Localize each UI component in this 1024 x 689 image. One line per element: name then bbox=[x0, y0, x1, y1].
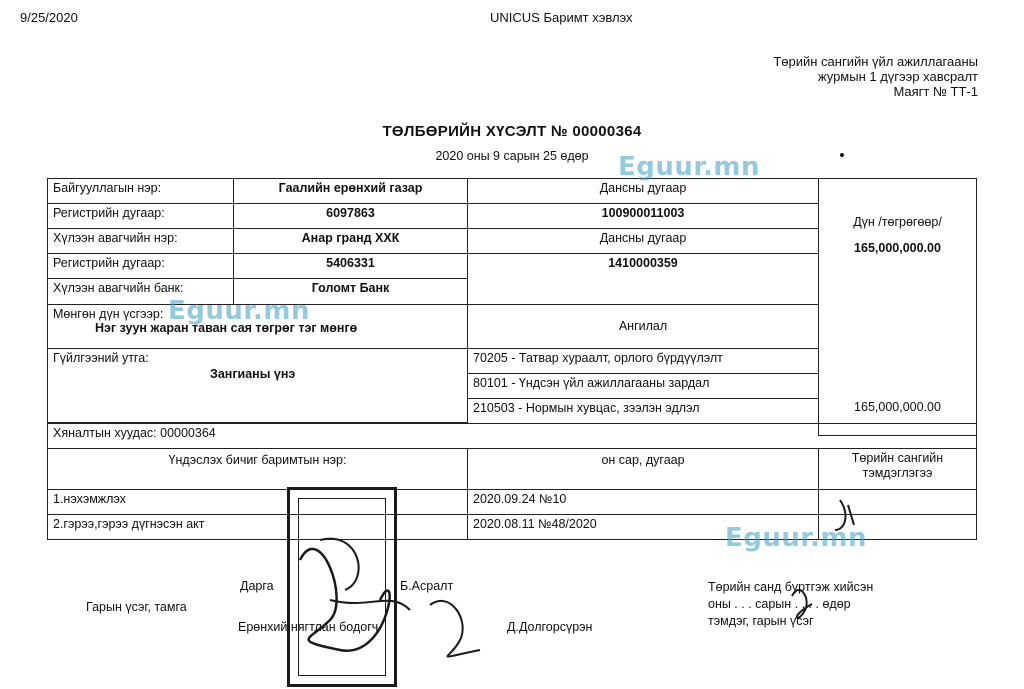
document-date-header: он сар, дугаар bbox=[467, 448, 819, 490]
treasury-registration-line-1: Төрийн санд бүртгэж хийсэн bbox=[708, 580, 874, 594]
org-value: Гаалийн ерөнхий газар bbox=[233, 178, 468, 204]
regulation-line-1: Төрийн сангийн үйл ажиллагааны bbox=[773, 54, 978, 69]
document-row-ref: 2020.09.24 №10 bbox=[467, 489, 819, 515]
registration-value-1: 6097863 bbox=[233, 203, 468, 229]
total-amount: 165,000,000.00 bbox=[854, 400, 941, 414]
bank-label: Хүлээн авагчийн банк: bbox=[47, 278, 234, 305]
print-date: 9/25/2020 bbox=[20, 10, 78, 25]
issue-date: 2020 оны 9 сарын 25 өдөр bbox=[435, 149, 589, 163]
print-source: UNICUS Баримт хэвлэх bbox=[490, 10, 633, 25]
chief-accountant-label: Ерөнхий нягтлан бодогч bbox=[238, 620, 379, 634]
document-name-header: Үндэслэх бичиг баримтын нэр: bbox=[47, 448, 468, 490]
org-label: Байгууллагын нэр: bbox=[47, 178, 234, 204]
account-label-1: Дансны дугаар bbox=[467, 178, 819, 204]
watermark: Eguur.mn bbox=[168, 296, 310, 326]
registration-value-2: 5406331 bbox=[233, 253, 468, 279]
control-sheet: Хяналтын хуудас: 00000364 bbox=[47, 423, 977, 449]
watermark: Eguur.mn bbox=[725, 523, 867, 553]
classification-label: Ангилал bbox=[467, 304, 819, 349]
treasury-mark-header-line-2: тэмдэглэгээ bbox=[862, 466, 933, 480]
signature-seal-label: Гарын үсэг, тамга bbox=[86, 600, 187, 614]
chief-accountant-name: Д.Долгорсүрэн bbox=[507, 620, 593, 634]
recipient-value: Анар гранд ХХК bbox=[233, 228, 468, 254]
registration-label-1: Регистрийн дугаар: bbox=[47, 203, 234, 229]
regulation-line-3: Маягт № ТТ-1 bbox=[893, 84, 978, 99]
account-label-2: Дансны дугаар bbox=[467, 228, 819, 254]
amount-value: 165,000,000.00 bbox=[854, 241, 941, 255]
amount-in-words-value: Нэг зуун жаран таван сая төгрөг тэг мөнгө bbox=[95, 321, 358, 335]
document-row-name: 2.гэрээ,гэрээ дүгнэсэн акт bbox=[47, 514, 468, 540]
account-value-2: 1410000359 bbox=[467, 253, 819, 305]
purpose-label: Гүйлгээний утга: bbox=[53, 351, 149, 365]
amount-label: Дүн /төгрөгөөр/ bbox=[853, 215, 942, 229]
regulation-line-2: журмын 1 дүгээр хавсралт bbox=[817, 69, 978, 84]
classification-row: 210503 - Нормын хувцас, зээлэн эдлэл bbox=[467, 398, 819, 424]
recipient-label: Хүлээн авагчийн нэр: bbox=[47, 228, 234, 254]
classification-row: 70205 - Татвар хураалт, орлого бүрдүүлэлт bbox=[467, 348, 819, 374]
bank-value: Голомт Банк bbox=[233, 278, 468, 305]
registration-label-2: Регистрийн дугаар: bbox=[47, 253, 234, 279]
amount-in-words-label: Мөнгөн дүн үсгээр: bbox=[53, 307, 164, 321]
classification-row: 80101 - Үндсэн үйл ажиллагааны зардал bbox=[467, 373, 819, 399]
watermark: Eguur.mn bbox=[618, 152, 760, 182]
treasury-registration-line-2: оны . . . сарын . . . . өдөр bbox=[708, 597, 851, 611]
director-name: Б.Асралт bbox=[400, 579, 454, 593]
director-label: Дарга bbox=[240, 579, 274, 593]
treasury-registration-line-3: тэмдэг, гарын үсэг bbox=[708, 614, 814, 628]
treasury-mark-header-line-1: Төрийн сангийн bbox=[851, 451, 944, 465]
document-row-name: 1.нэхэмжлэх bbox=[47, 489, 468, 515]
document-title: ТӨЛБӨРИЙН ХҮСЭЛТ № 00000364 bbox=[382, 123, 642, 140]
document-row-ref: 2020.08.11 №48/2020 bbox=[467, 514, 819, 540]
purpose-value: Зангианы үнэ bbox=[210, 367, 296, 381]
account-value-1: 100900011003 bbox=[467, 203, 819, 229]
